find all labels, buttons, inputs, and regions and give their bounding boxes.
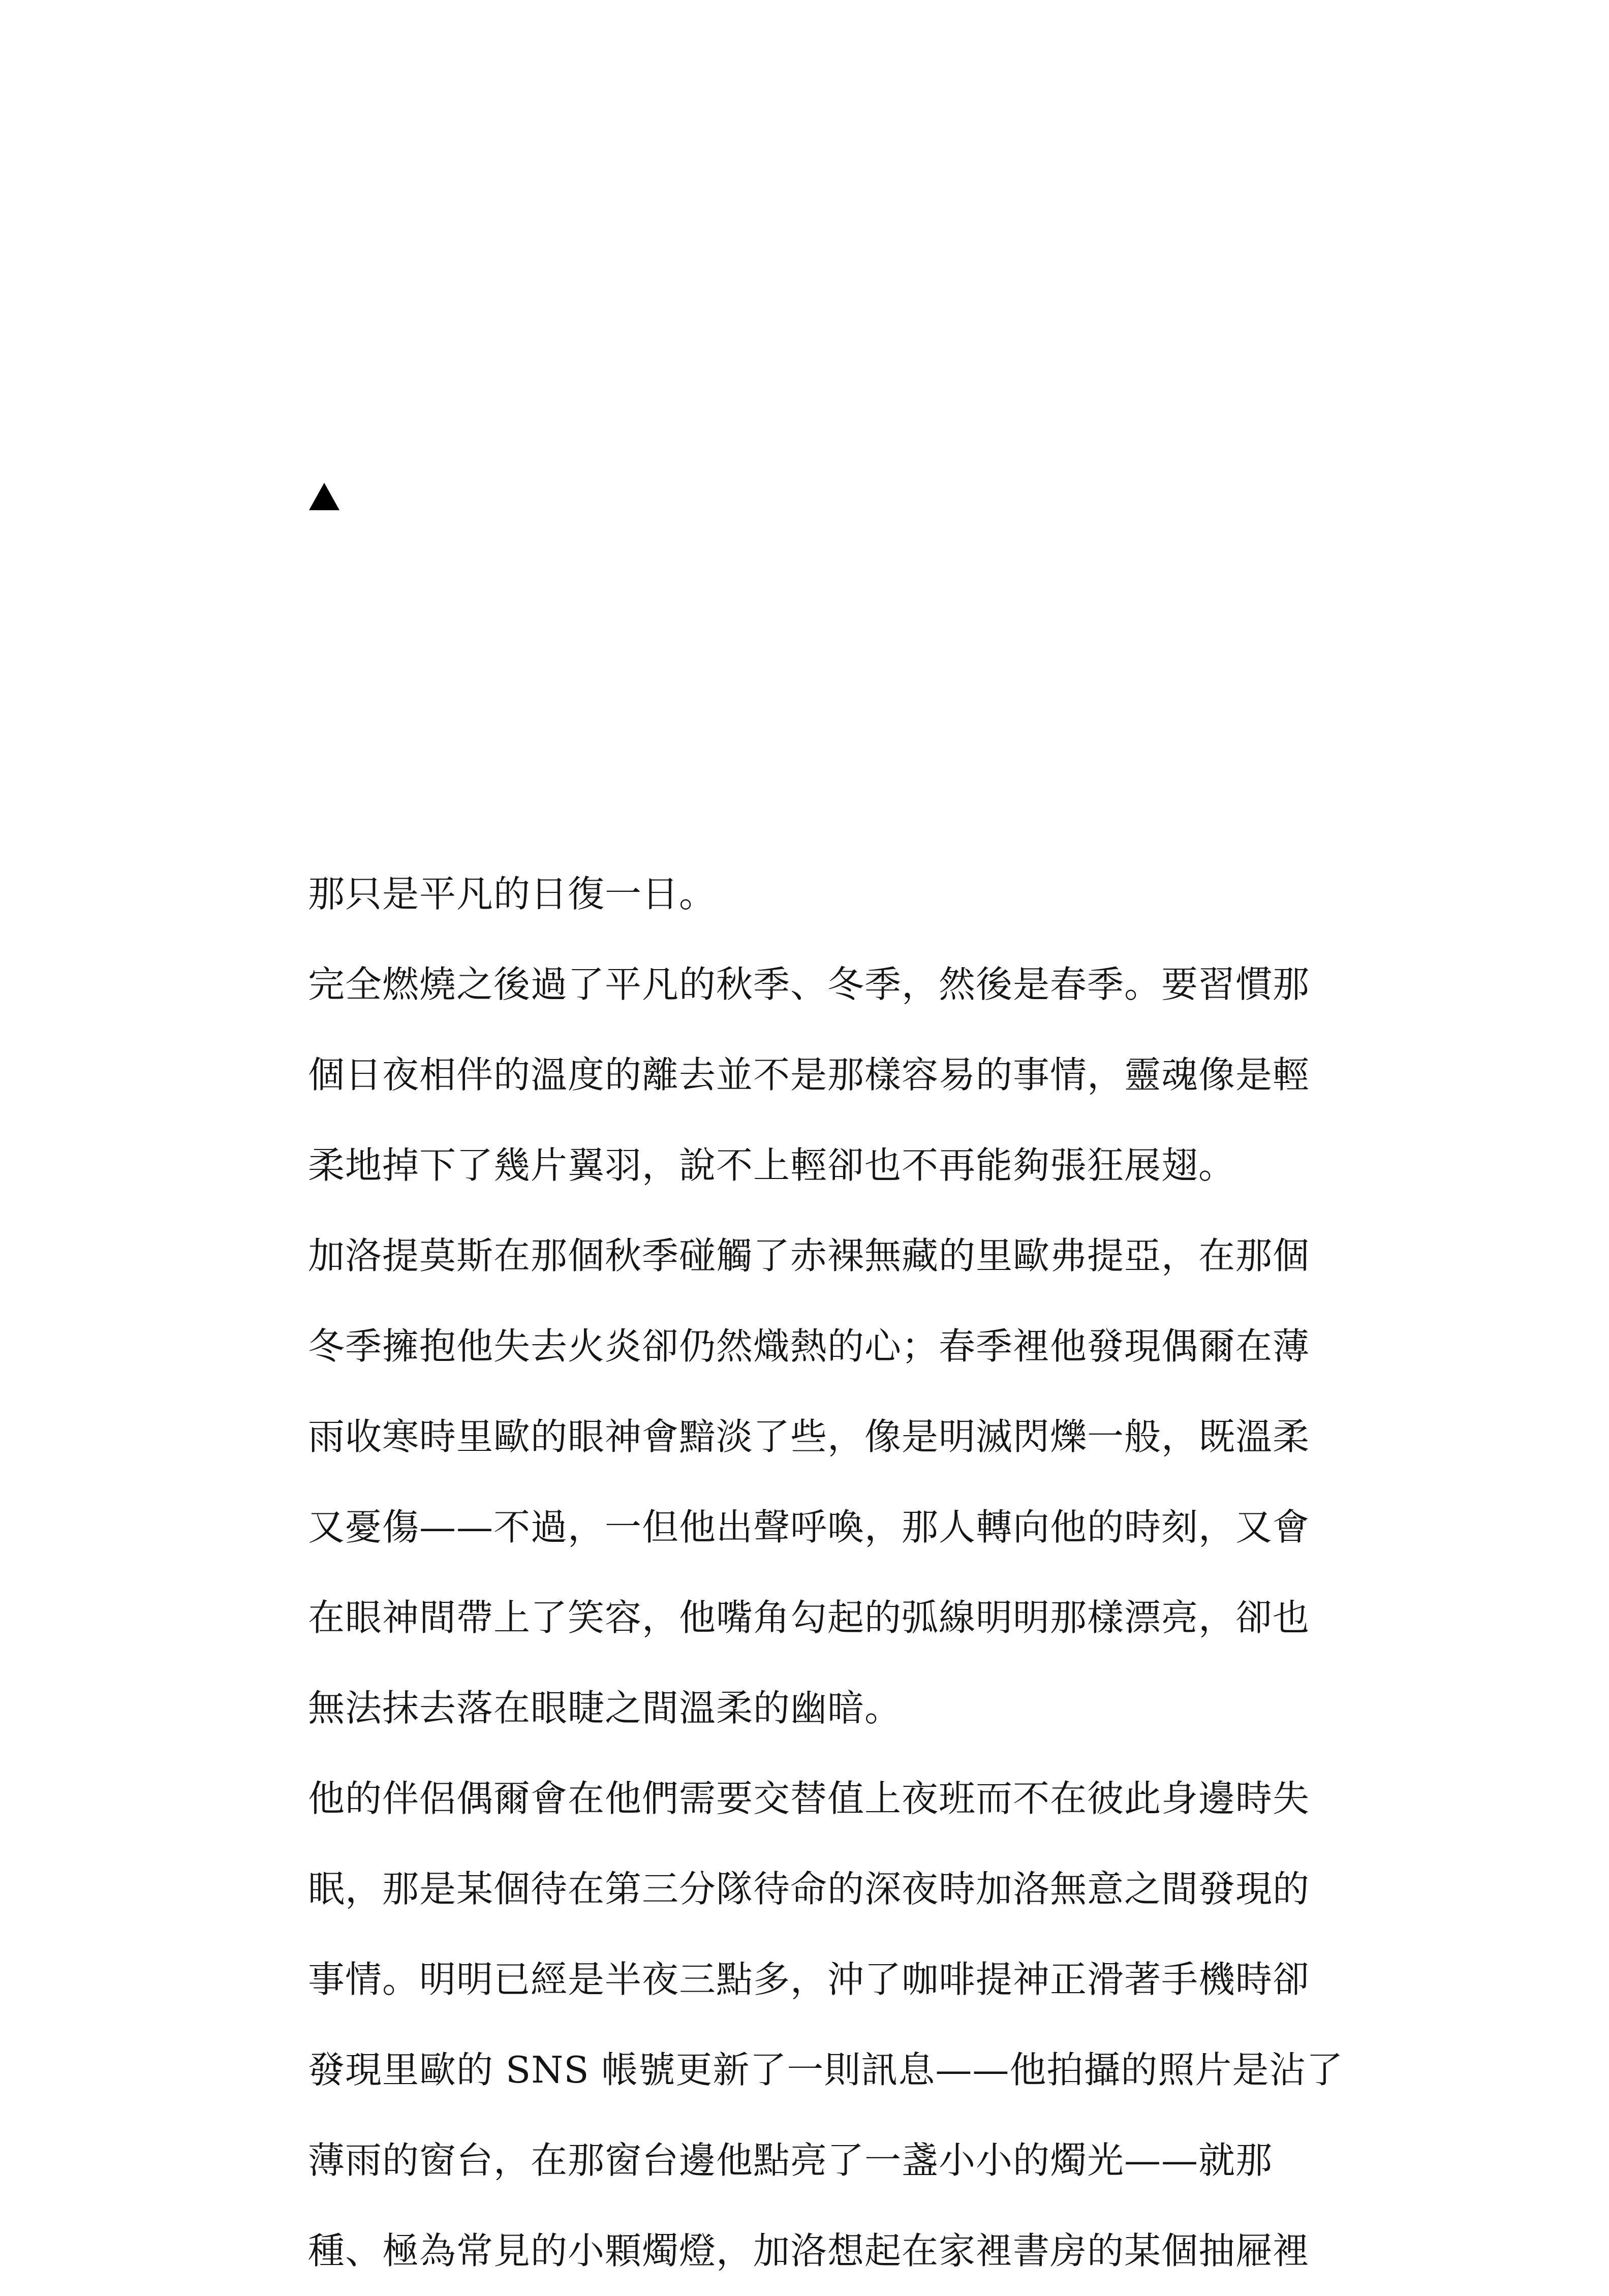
text-line: 在眼神間帶上了笑容，他嘴角勾起的弧線明明那樣漂亮，卻也 — [308, 1596, 1310, 1639]
body-text — [308, 849, 1375, 2296]
text-line: 柔地掉下了幾片翼羽，說不上輕卻也不再能夠張狂展翅。 — [308, 1144, 1236, 1187]
text-line: 薄雨的窗台，在那窗台邊他點亮了一盞小小的燭光——就那 — [308, 2139, 1273, 2182]
text-line: 事情。明明已經是半夜三點多，沖了咖啡提神正滑著手機時卻 — [308, 1958, 1310, 2001]
text-line: 眠，那是某個待在第三分隊待命的深夜時加洛無意之間發現的 — [308, 1868, 1310, 1910]
text-line: 種、極為常見的小顆燭燈，加洛想起在家裡書房的某個抽屜裡 — [308, 2229, 1310, 2272]
text-line: 他的伴侶偶爾會在他們需要交替值上夜班而不在彼此身邊時失 — [308, 1777, 1310, 1820]
text-line: 那只是平凡的日復一日。 — [308, 873, 717, 915]
text-line: 又憂傷——不過，一但他出聲呼喚，那人轉向他的時刻，又會 — [308, 1506, 1310, 1548]
text-line: 個日夜相伴的溫度的離去並不是那樣容易的事情，靈魂像是輕 — [308, 1053, 1310, 1096]
text-line: 發現里歐的 SNS 帳號更新了一則訊息——他拍攝的照片是沾了 — [308, 2049, 1344, 2091]
triangle-up-icon — [309, 483, 339, 510]
text-line: 冬季擁抱他失去火炎卻仍然熾熱的心；春季裡他發現偶爾在薄 — [308, 1325, 1310, 1368]
text-line: 無法抹去落在眼睫之間溫柔的幽暗。 — [308, 1687, 902, 1729]
text-line: 雨收寒時里歐的眼神會黯淡了些，像是明滅閃爍一般，既溫柔 — [308, 1415, 1310, 1458]
text-line: 完全燃燒之後過了平凡的秋季、冬季，然後是春季。要習慣那 — [308, 963, 1310, 1006]
text-line: 加洛提莫斯在那個秋季碰觸了赤裸無藏的里歐弗提亞，在那個 — [308, 1234, 1310, 1277]
